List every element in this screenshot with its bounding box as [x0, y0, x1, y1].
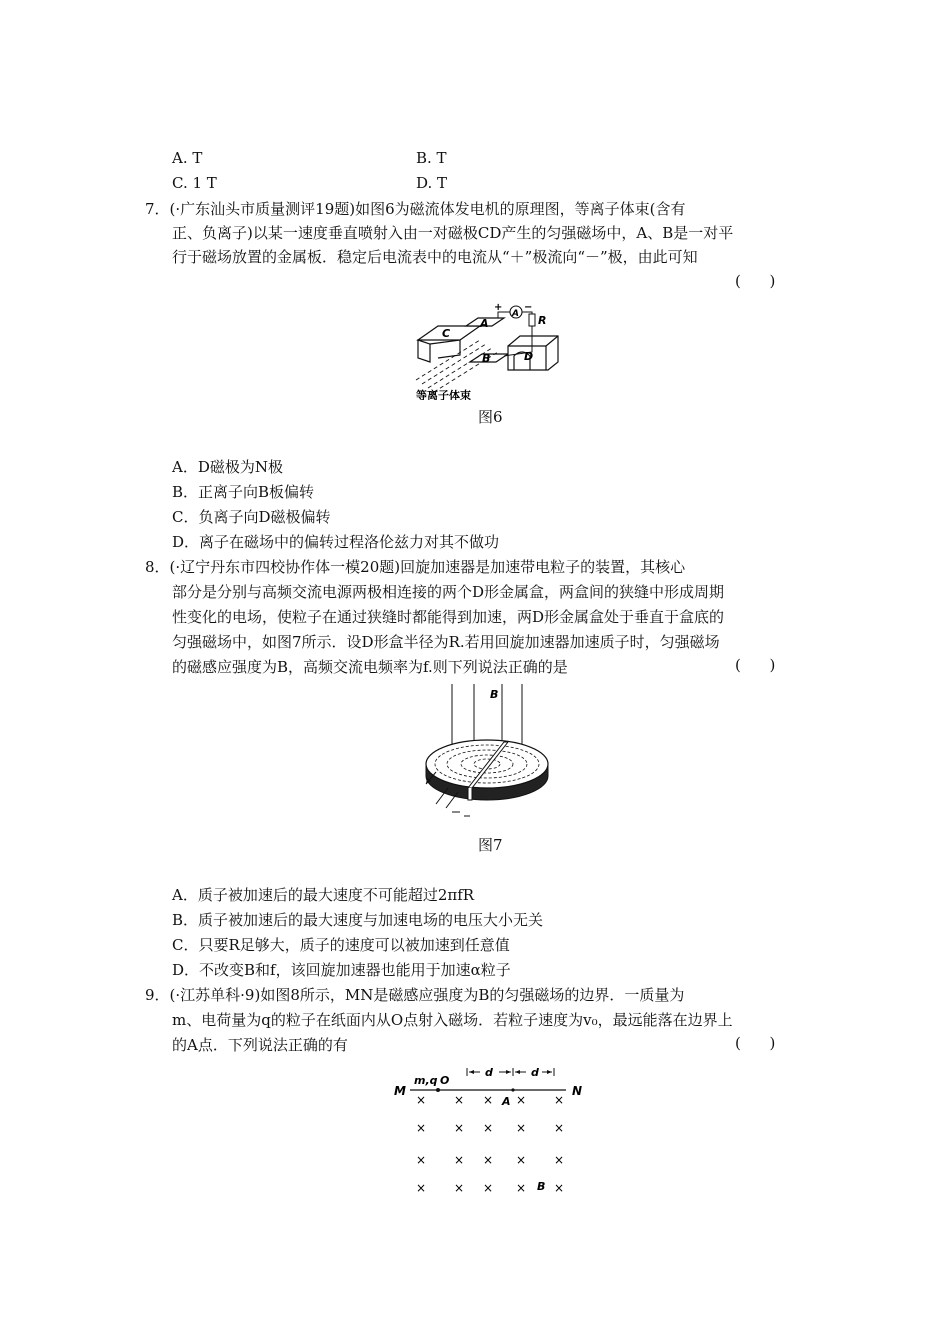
q6-option-d: D. T — [416, 174, 448, 192]
fig8-label-d2: d — [531, 1066, 539, 1079]
field-cross-r3-c0: × — [416, 1181, 427, 1195]
q8-answer-paren: ( ) — [735, 656, 776, 674]
fig8-label-m: M — [394, 1084, 406, 1098]
q8-number: 8． — [145, 558, 170, 576]
field-cross-r2-c0: × — [416, 1153, 427, 1167]
point-a — [511, 1088, 514, 1091]
fig6-label-d: D — [524, 350, 534, 363]
q7-option-c: C．负离子向D磁极偏转 — [172, 508, 331, 526]
q7-source: (·广东汕头市质量测评19题) — [169, 200, 356, 218]
fig8-label-d1: d — [485, 1066, 493, 1079]
point-o — [436, 1088, 440, 1092]
fig6-label-b: B — [482, 352, 491, 365]
field-cross-r0-c4: × — [554, 1093, 565, 1107]
fig7-label-b: B — [490, 688, 499, 701]
fig8-label-mq: m,q — [414, 1074, 438, 1087]
fig6-label-meter: A — [512, 309, 519, 319]
q7-answer-paren: ( ) — [735, 272, 776, 290]
q7-option-a: A．D磁极为N极 — [172, 458, 283, 476]
fig6-label-c: C — [442, 327, 451, 340]
fig6-label-r: R — [538, 314, 547, 327]
fig8-label-b: B — [537, 1180, 546, 1193]
resistor-icon — [529, 314, 535, 326]
figure-8-magnetic-boundary — [392, 1062, 592, 1202]
q7-number: 7． — [145, 200, 170, 218]
q7-line3: 行于磁场放置的金属板．稳定后电流表中的电流从“＋”极流向“－”极，由此可知 — [172, 248, 698, 266]
fig8-label-o: O — [440, 1074, 450, 1087]
q7-option-b: B．正离子向B板偏转 — [172, 483, 315, 501]
fig6-label-a: A — [480, 317, 489, 330]
field-cross-r2-c3: × — [516, 1153, 527, 1167]
field-cross-r2-c1: × — [454, 1153, 465, 1167]
q7-line2: 正、负离子)以某一速度垂直喷射入由一对磁极CD产生的匀强磁场中，A、B是一对平 — [172, 224, 734, 242]
field-cross-r1-c2: × — [483, 1121, 494, 1135]
question-8 — [145, 556, 685, 578]
q8-option-a: A．质子被加速后的最大速度不可能超过2πfR — [172, 886, 475, 904]
field-cross-r0-c3: × — [516, 1093, 527, 1107]
q8-option-c: C．只要R足够大，质子的速度可以被加速到任意值 — [172, 936, 510, 954]
fig6-label-plus: + — [494, 302, 503, 313]
q8-option-b: B．质子被加速后的最大速度与加速电场的电压大小无关 — [172, 911, 544, 929]
field-cross-r1-c4: × — [554, 1121, 565, 1135]
q9-line3: 的A点．下列说法正确的有 — [172, 1036, 348, 1054]
q7-line1: 如图6为磁流体发电机的原理图，等离子体束(含有 — [355, 200, 686, 218]
q8-line2: 部分是分别与高频交流电源两极相连接的两个D形金属盒，两盒间的狭缝中形成周期 — [172, 583, 725, 601]
field-cross-r0-c1: × — [454, 1093, 465, 1107]
q8-option-d: D．不改变B和f，该回旋加速器也能用于加速α粒子 — [172, 961, 511, 979]
q6-option-a: A. T — [172, 149, 203, 167]
q8-line3: 性变化的电场，使粒子在通过狭缝时都能得到加速，两D形金属盒处于垂直于盒底的 — [172, 608, 725, 626]
q8-line4: 匀强磁场中，如图7所示．设D形盒半径为R.若用回旋加速器加速质子时，匀强磁场 — [172, 633, 720, 651]
q7-option-d: D．离子在磁场中的偏转过程洛伦兹力对其不做功 — [172, 533, 500, 551]
field-cross-r2-c2: × — [483, 1153, 494, 1167]
q9-line2: m、电荷量为q的粒子在纸面内从O点射入磁场．若粒子速度为v₀，最远能落在边界上 — [172, 1011, 733, 1029]
field-cross-r2-c4: × — [554, 1153, 565, 1167]
question-9 — [145, 984, 684, 1006]
figure-6-caption: 图6 — [478, 408, 503, 426]
figure-7-cyclotron — [422, 684, 552, 824]
q6-option-b: B. T — [416, 149, 447, 167]
fig8-label-a: A — [502, 1095, 511, 1108]
q9-answer-paren: ( ) — [735, 1034, 776, 1052]
q6-option-c: C. 1 T — [172, 174, 217, 192]
field-cross-r0-c0: × — [416, 1093, 427, 1107]
field-cross-r3-c4: × — [554, 1181, 565, 1195]
field-cross-r1-c0: × — [416, 1121, 427, 1135]
field-cross-r1-c3: × — [516, 1121, 527, 1135]
q9-number: 9． — [145, 986, 170, 1004]
q8-line1: (·辽宁丹东市四校协作体一模20题)回旋加速器是加速带电粒子的装置，其核心 — [169, 558, 686, 576]
field-cross-r3-c2: × — [483, 1181, 494, 1195]
field-cross-r0-c2: × — [483, 1093, 494, 1107]
fig6-label-minus: − — [524, 302, 533, 313]
q8-line5: 的磁感应强度为B，高频交流电频率为f.则下列说法正确的是 — [172, 658, 568, 676]
figure-6-mhd-generator — [408, 300, 578, 400]
field-cross-r1-c1: × — [454, 1121, 465, 1135]
figure-7-caption: 图7 — [478, 836, 503, 854]
field-cross-r3-c3: × — [516, 1181, 527, 1195]
q9-line1: (·江苏单科·9)如图8所示，MN是磁感应强度为B的匀强磁场的边界．一质量为 — [169, 986, 685, 1004]
fig8-label-n: N — [572, 1084, 583, 1098]
question-7 — [145, 198, 686, 220]
field-cross-r3-c1: × — [454, 1181, 465, 1195]
fig6-label-beam: 等离子体束 — [416, 389, 471, 400]
